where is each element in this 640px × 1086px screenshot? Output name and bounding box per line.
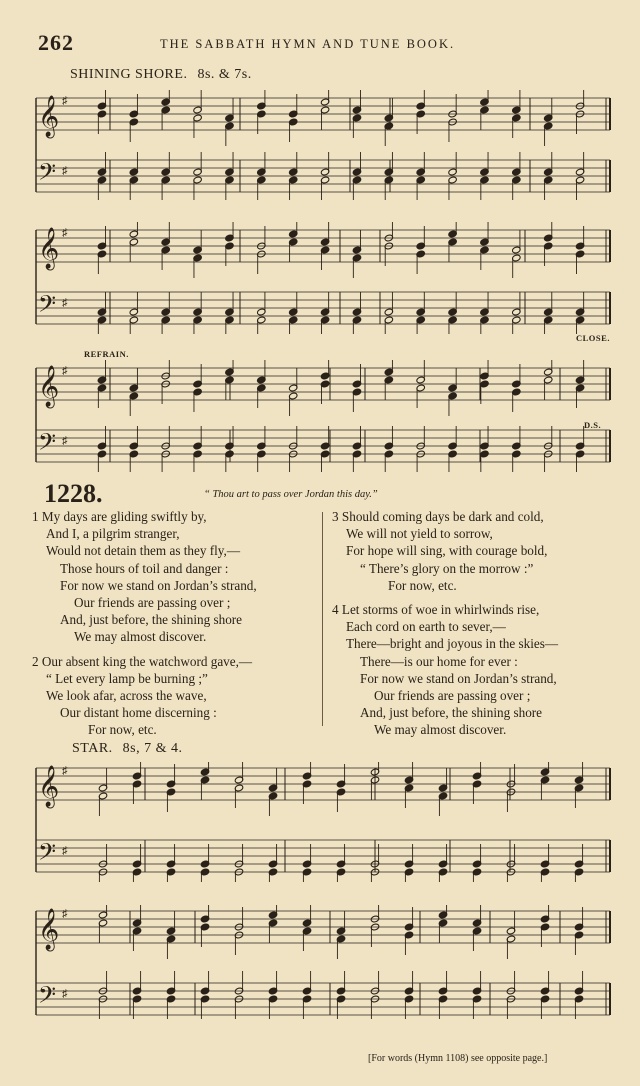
sharp-icon: ♯ bbox=[62, 908, 68, 920]
tune-title-shining-shore bbox=[70, 67, 252, 83]
tune-name: STAR. bbox=[72, 741, 113, 756]
bass-clef-icon: 𝄢 bbox=[38, 981, 57, 1014]
verse-line: For hope will sing, with courage bold, bbox=[346, 543, 548, 559]
treble-clef-icon: 𝄞 bbox=[38, 766, 60, 807]
verse-line: We look afar, across the wave, bbox=[46, 688, 207, 704]
hymn-verses-left bbox=[32, 508, 257, 739]
tune-meter: 8s. & 7s. bbox=[197, 67, 252, 82]
verse-line: 2 Our absent king the watchword gave,— bbox=[32, 653, 253, 669]
verse-line: 3 Should coming days be dark and cold, bbox=[332, 509, 544, 524]
verse-line bbox=[332, 594, 558, 601]
page-number: 262 bbox=[38, 30, 74, 55]
verse-line: Would not detain them as they fly,— bbox=[46, 543, 241, 559]
verse-line: For now, etc. bbox=[88, 722, 157, 738]
verse-line: And, just before, the shining shore bbox=[360, 705, 543, 721]
verse-line: “ Let every lamp be burning ;” bbox=[46, 670, 208, 686]
music-system-1 bbox=[0, 90, 640, 202]
music-system-5 bbox=[0, 905, 640, 1025]
verse-line: For now we stand on Jordan’s strand, bbox=[360, 670, 557, 686]
sharp-icon: ♯ bbox=[62, 435, 68, 447]
verse-line: 4 Let storms of woe in whirlwinds rise, bbox=[332, 602, 540, 618]
treble-clef-icon: 𝄞 bbox=[38, 96, 60, 137]
verse-line: For now we stand on Jordan’s strand, bbox=[60, 577, 257, 593]
verse-line: And I, a pilgrim stranger, bbox=[46, 526, 180, 542]
close-mark: CLOSE. bbox=[576, 333, 610, 343]
sharp-icon: ♯ bbox=[62, 297, 68, 309]
verse-line: We will not yield to sorrow, bbox=[346, 526, 493, 542]
verse-line: There—is our home for ever : bbox=[360, 653, 518, 669]
verse-line: Each cord on earth to sever,— bbox=[346, 619, 506, 635]
verse-line: 1 My days are gliding swiftly by, bbox=[32, 509, 207, 524]
running-title: THE SABBATH HYMN AND TUNE BOOK. bbox=[160, 37, 456, 51]
verse-line: Those hours of toil and danger : bbox=[60, 560, 229, 576]
sharp-icon: ♯ bbox=[62, 365, 68, 377]
sharp-icon: ♯ bbox=[62, 988, 68, 1000]
tune-meter: 8s, 7 & 4. bbox=[122, 741, 183, 756]
verse-line: Our friends are passing over ; bbox=[374, 688, 531, 704]
sharp-icon: ♯ bbox=[62, 95, 68, 107]
verse-line: We may almost discover. bbox=[374, 722, 507, 738]
verse-line: Our friends are passing over ; bbox=[74, 595, 231, 611]
verse-line: And, just before, the shining shore bbox=[60, 612, 243, 628]
music-system-3 bbox=[0, 360, 640, 472]
music-system-2 bbox=[0, 222, 640, 334]
treble-clef-icon: 𝄞 bbox=[38, 909, 60, 950]
ds-mark: D.S. bbox=[584, 420, 602, 430]
tune-name: SHINING SHORE. bbox=[70, 67, 188, 82]
sharp-icon: ♯ bbox=[62, 227, 68, 239]
hymn-epigraph: “ Thou art to pass over Jordan this day.” bbox=[204, 489, 378, 500]
verse-line: There—bright and joyous in the skies— bbox=[346, 636, 559, 652]
music-system-4 bbox=[0, 762, 640, 882]
bass-clef-icon: 𝄢 bbox=[38, 838, 57, 871]
column-divider bbox=[322, 512, 323, 726]
hymn-number: 1228. bbox=[44, 479, 103, 508]
bass-clef-icon: 𝄢 bbox=[38, 428, 57, 461]
sharp-icon: ♯ bbox=[62, 765, 68, 777]
verse-line bbox=[32, 646, 257, 653]
treble-clef-icon: 𝄞 bbox=[38, 366, 60, 407]
sharp-icon: ♯ bbox=[62, 845, 68, 857]
verse-line: We may almost discover. bbox=[74, 629, 207, 645]
hymn-verses-right bbox=[332, 508, 558, 739]
verse-line: For now, etc. bbox=[388, 577, 457, 593]
verse-line: “ There’s glory on the morrow :” bbox=[360, 560, 534, 576]
footer-note: [For words (Hymn 1108) see opposite page.] bbox=[368, 1053, 548, 1064]
refrain-label: REFRAIN. bbox=[84, 349, 129, 359]
sharp-icon: ♯ bbox=[62, 165, 68, 177]
treble-clef-icon: 𝄞 bbox=[38, 228, 60, 269]
tune-title-star bbox=[72, 741, 183, 757]
verse-line: Our distant home discerning : bbox=[60, 705, 217, 721]
bass-clef-icon: 𝄢 bbox=[38, 158, 57, 191]
bass-clef-icon: 𝄢 bbox=[38, 290, 57, 323]
